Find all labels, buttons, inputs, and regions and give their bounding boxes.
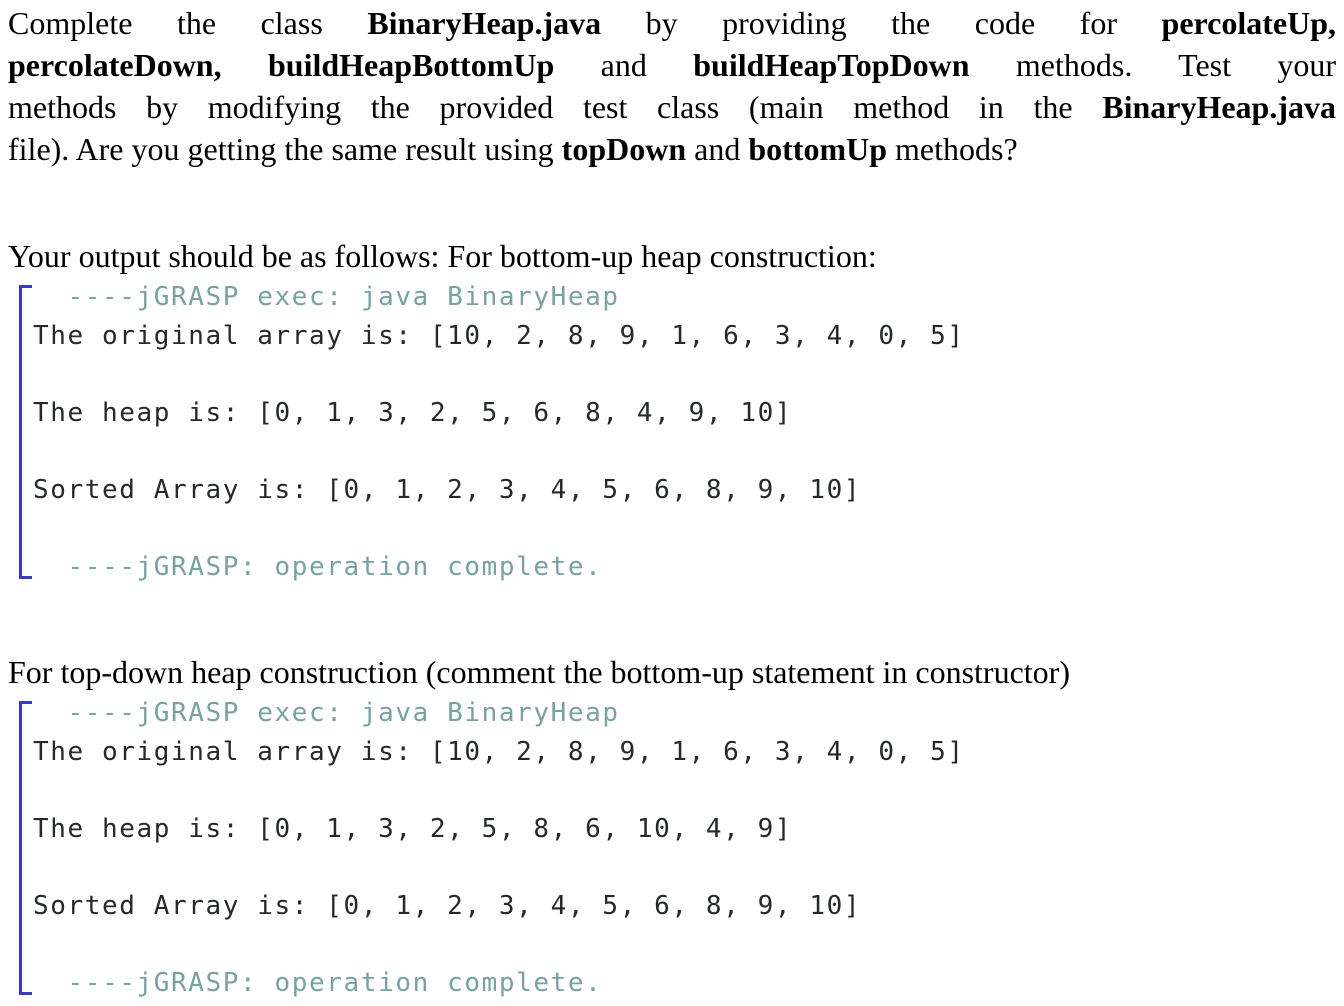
text: by providing the code for (601, 5, 1162, 41)
text: methods. Test your (969, 47, 1337, 83)
bold-text: BinaryHeap.java (1102, 89, 1336, 125)
console-lines-bottom-up (33, 278, 1336, 586)
paragraph-line (8, 128, 1336, 170)
jgrasp-console-bottom-up (8, 278, 1336, 586)
console-line-system: ----jGRASP: operation complete. (33, 967, 603, 998)
text: and (554, 47, 694, 83)
console-line-output: Sorted Array is: [0, 1, 2, 3, 4, 5, 6, 8, 9, 10] (33, 890, 862, 921)
console-bracket-icon (19, 285, 32, 579)
top-down-heading: For top-down heap construction (comment the bottom-up statement in constructor) (8, 654, 1070, 690)
console-line-blank (33, 848, 1336, 887)
bold-text: percolateDown, buildHeapBottomUp (8, 47, 555, 83)
bold-text: topDown (561, 131, 687, 167)
text: methods by modifying the provided test class (main method in the (8, 89, 1103, 125)
bold-text: BinaryHeap.java (367, 5, 602, 41)
console-line-system: ----jGRASP: operation complete. (33, 551, 603, 582)
text: and (686, 131, 749, 167)
console-lines-top-down (33, 694, 1336, 1002)
bottom-up-heading: Your output should be as follows: For bottom-up heap construction: (8, 238, 877, 274)
text: file). Are you getting the same result using (8, 131, 562, 167)
paragraph-line (8, 86, 1336, 128)
bold-text: percolateUp, (1161, 5, 1337, 41)
bold-text: buildHeapTopDown (693, 47, 970, 83)
console-line-output: The heap is: [0, 1, 3, 2, 5, 6, 8, 4, 9, 10] (33, 397, 793, 428)
text: methods? (887, 131, 1018, 167)
console-line-blank (33, 432, 1336, 471)
assignment-paragraph (8, 2, 1336, 170)
paragraph-line (8, 44, 1336, 86)
console-line-output: Sorted Array is: [0, 1, 2, 3, 4, 5, 6, 8, 9, 10] (33, 474, 862, 505)
console-line-output: The original array is: [10, 2, 8, 9, 1, 6, 3, 4, 0, 5] (33, 320, 965, 351)
console-line-system: ----jGRASP exec: java BinaryHeap (33, 698, 620, 728)
text: Complete the class (8, 5, 368, 41)
jgrasp-console-top-down (8, 694, 1336, 1002)
console-line-blank (33, 509, 1336, 548)
bold-text: bottomUp (748, 131, 887, 167)
console-line-output: The original array is: [10, 2, 8, 9, 1, 6, 3, 4, 0, 5] (33, 736, 965, 767)
console-bracket-icon (19, 701, 32, 995)
console-line-output: The heap is: [0, 1, 3, 2, 5, 8, 6, 10, 4, 9] (33, 813, 793, 844)
console-line-blank (33, 771, 1336, 810)
paragraph-line (8, 2, 1336, 44)
console-line-system: ----jGRASP exec: java BinaryHeap (33, 282, 620, 312)
console-line-blank (33, 355, 1336, 394)
console-line-blank (33, 925, 1336, 964)
